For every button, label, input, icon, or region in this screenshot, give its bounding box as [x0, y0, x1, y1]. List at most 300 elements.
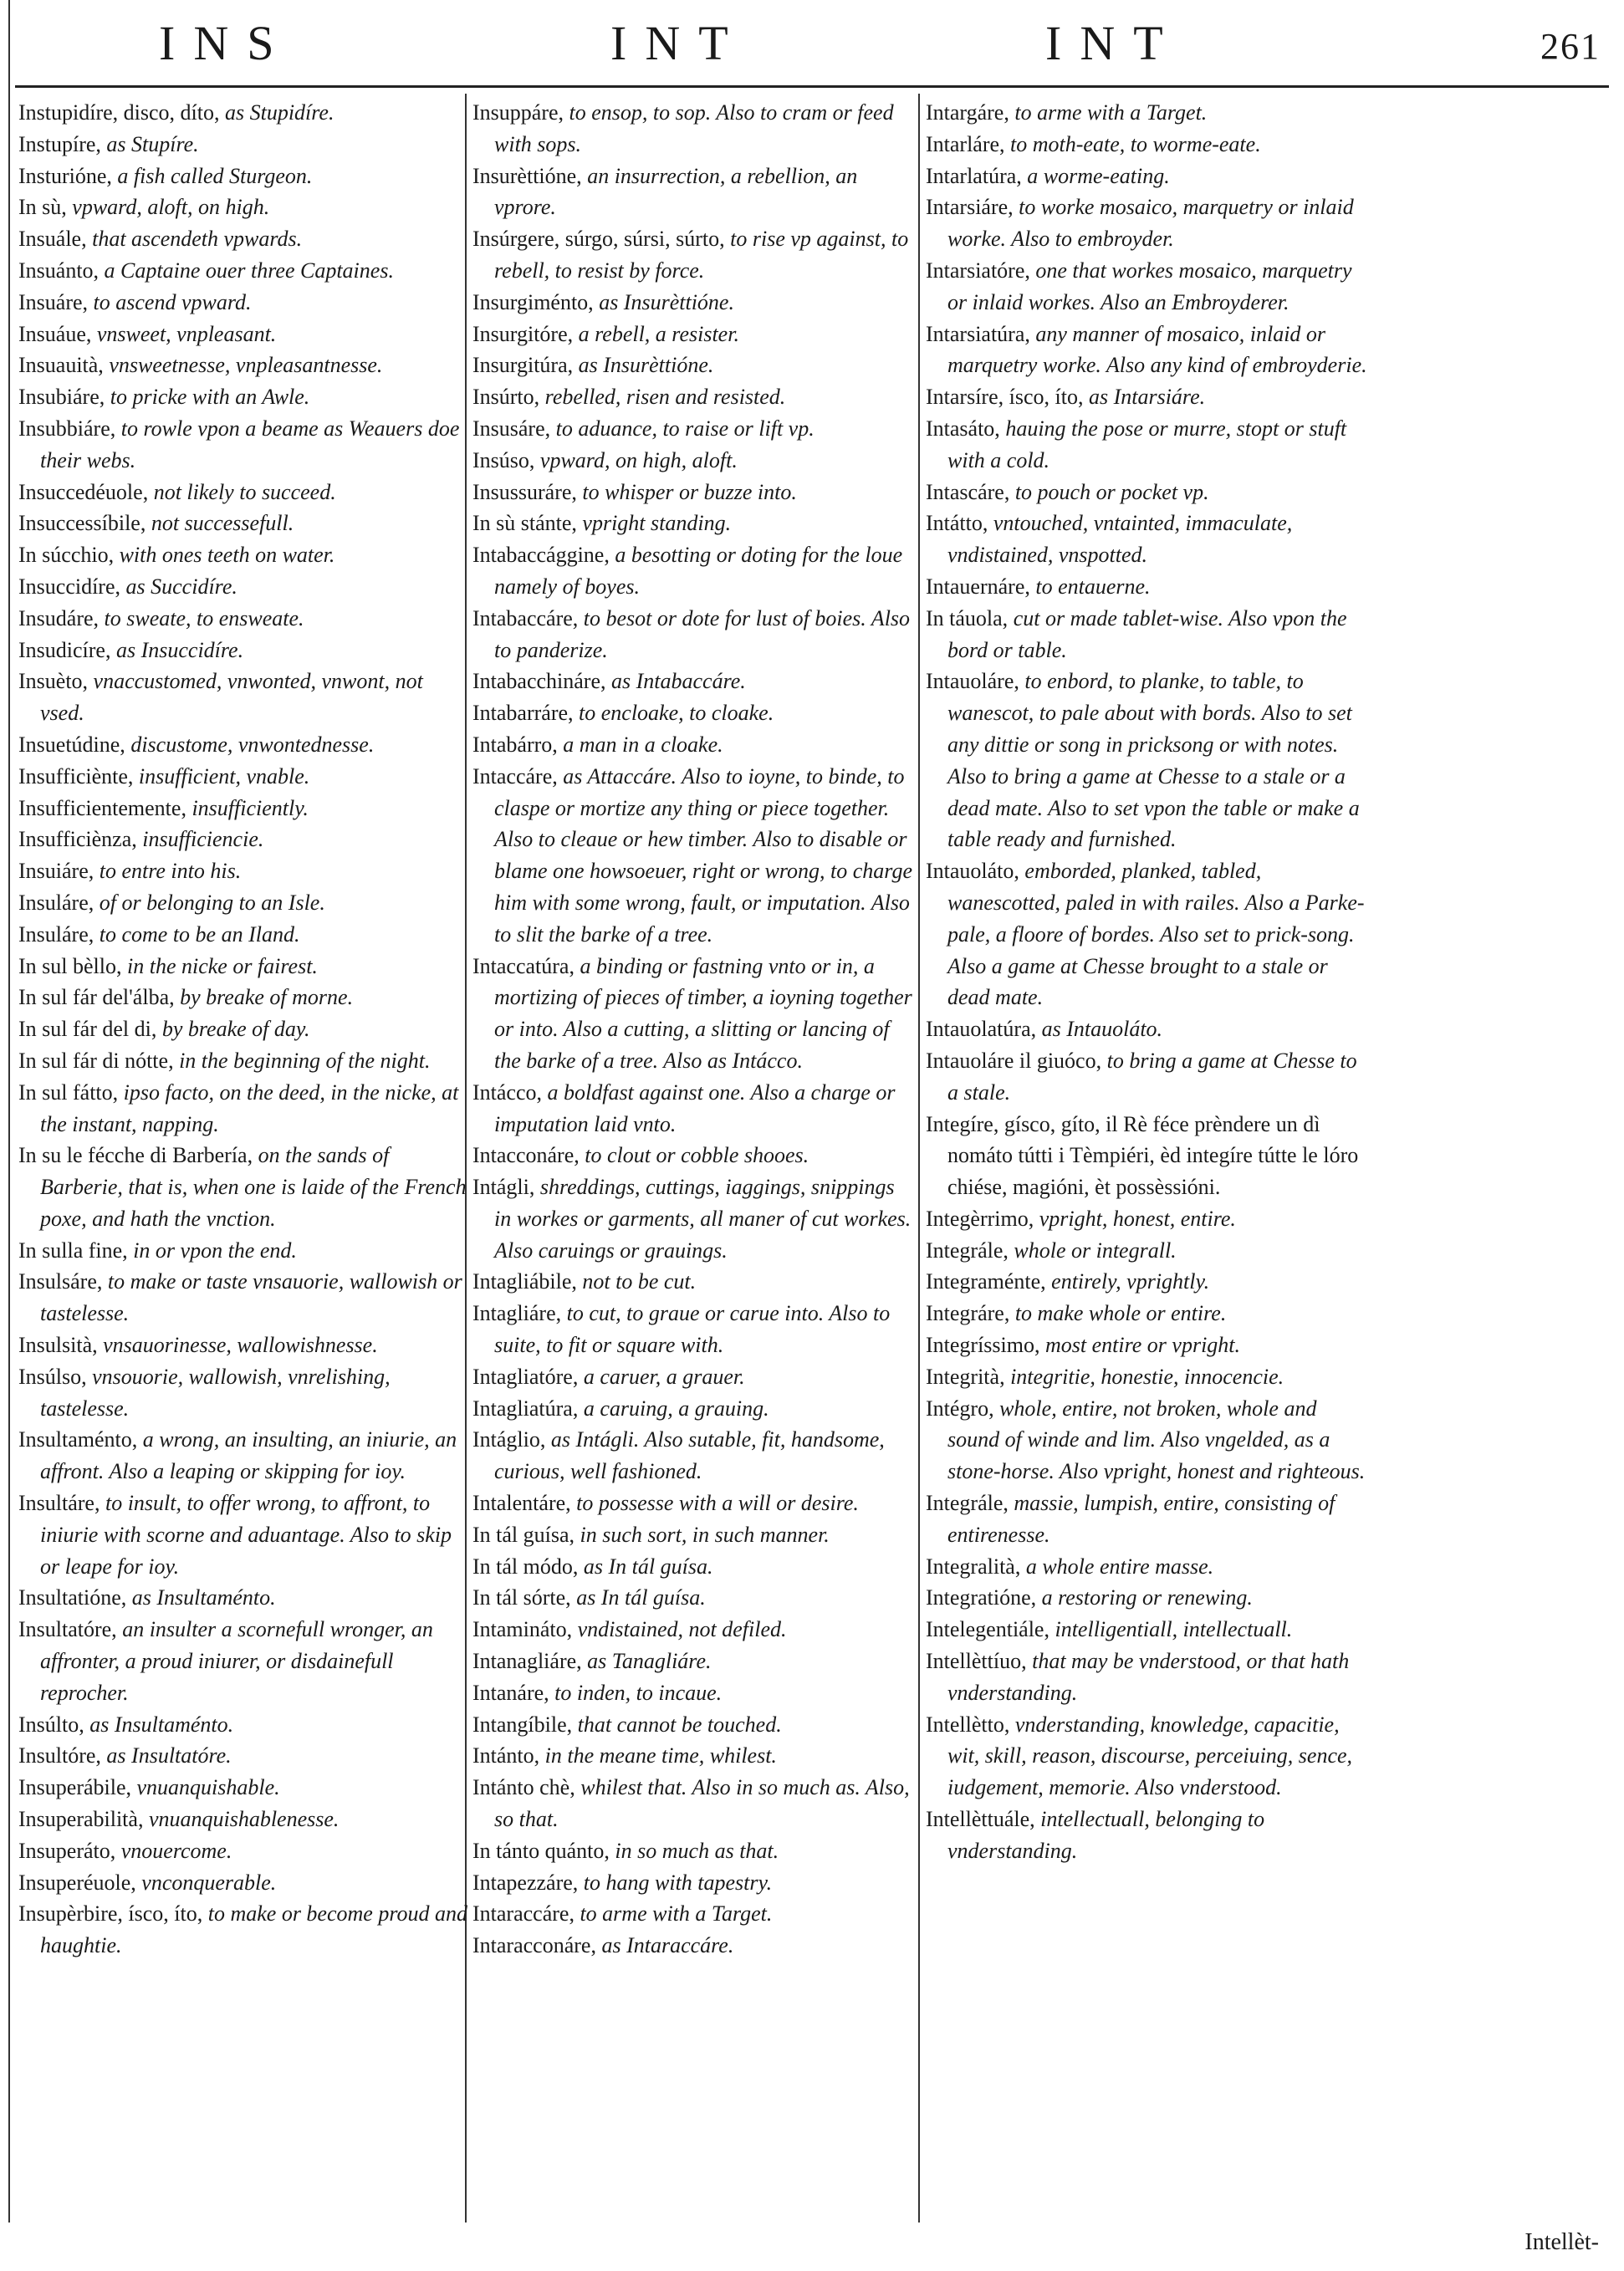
- entry-headword: Insubbiáre,: [18, 416, 116, 441]
- dictionary-entry: [18, 223, 470, 255]
- entry-definition: as Tanagliáre.: [587, 1649, 712, 1674]
- entry-headword: Intarláre,: [926, 131, 1005, 156]
- dictionary-entry: [18, 761, 470, 793]
- entry-definition: to moth-eate, to worme-eate.: [1010, 131, 1261, 156]
- entry-headword: Integríssimo,: [926, 1333, 1040, 1358]
- dictionary-entry: [472, 350, 916, 381]
- entry-definition: a rebell, a resister.: [578, 321, 739, 346]
- column-1: [18, 97, 470, 1962]
- dictionary-entry: [18, 824, 470, 855]
- entry-definition: vnuanquishablenesse.: [148, 1807, 340, 1832]
- entry-headword: Insúrto,: [472, 385, 540, 410]
- dictionary-entry: [926, 1266, 1373, 1298]
- dictionary-entry: [472, 1171, 916, 1266]
- dictionary-entry: [472, 539, 916, 603]
- entry-definition: to entauerne.: [1035, 574, 1151, 599]
- entry-headword: Intégro,: [926, 1396, 994, 1421]
- entry-definition: as Intabaccáre.: [611, 669, 746, 694]
- entry-headword: Insussuráre,: [472, 479, 577, 504]
- entry-headword: Intaccáre,: [472, 763, 558, 788]
- dictionary-entry: [18, 1266, 470, 1329]
- dictionary-entry: [926, 161, 1373, 192]
- entry-definition: any manner of mosaico, inlaid or marquetry worke. Also any kind of embroyderie.: [947, 321, 1367, 378]
- entry-definition: a worme-eating.: [1027, 163, 1170, 188]
- entry-definition: a whole entire masse.: [1025, 1554, 1214, 1579]
- entry-definition: to clout or cobble shooes.: [585, 1143, 809, 1168]
- entry-headword: Insurgiménto,: [472, 289, 594, 314]
- entry-definition: integritie, honestie, innocencie.: [1010, 1364, 1284, 1389]
- entry-definition: to pricke with an Awle.: [110, 385, 310, 410]
- dictionary-entry: [18, 1772, 470, 1804]
- dictionary-entry: [18, 635, 470, 666]
- dictionary-entry: [18, 350, 470, 381]
- entry-definition: as Insultaménto.: [89, 1712, 234, 1737]
- entry-definition: a man in a cloake.: [563, 732, 723, 757]
- entry-definition: of or belonging to an Isle.: [99, 890, 325, 915]
- entry-headword: Insudáre,: [18, 605, 100, 630]
- dictionary-entry: [472, 161, 916, 224]
- entry-definition: insufficiencie.: [142, 827, 264, 852]
- entry-definition: vpward, on high, aloft.: [539, 447, 738, 472]
- entry-definition: in the meane time, whilest.: [544, 1743, 777, 1768]
- entry-definition: vnconquerable.: [141, 1870, 277, 1895]
- entry-headword: Insuauità,: [18, 353, 104, 378]
- entry-headword: Insurgitóre,: [472, 321, 574, 346]
- dictionary-entry: [18, 1361, 470, 1425]
- dictionary-entry: [18, 1835, 470, 1867]
- dictionary-entry: [472, 1772, 916, 1835]
- entry-headword: Intauoláre il giuóco,: [926, 1048, 1102, 1073]
- entry-headword: Intauoláto,: [926, 859, 1019, 884]
- entry-headword: Intarlatúra,: [926, 163, 1022, 188]
- entry-definition: with ones teeth on water.: [119, 543, 335, 568]
- dictionary-entry: [18, 1488, 470, 1582]
- entry-definition: as Stupíre.: [106, 131, 199, 156]
- entry-definition: rebelled, risen and resisted.: [544, 385, 786, 410]
- entry-definition: hauing the pose or murre, stopt or stuft with a cold.: [947, 416, 1347, 472]
- entry-definition: massie, lumpish, entire, consisting of entirenesse.: [947, 1491, 1335, 1547]
- column-3: [926, 97, 1373, 1867]
- entry-definition: to insult, to offer wrong, to affront, to iniurie with scorne and aduantage. Also to skip or leape for ioy.: [40, 1491, 452, 1579]
- dictionary-entry: [18, 1898, 470, 1962]
- entry-definition: as Insurèttióne.: [599, 289, 734, 314]
- entry-definition: whole, entire, not broken, whole and sound of winde and lim. Also vngelded, as a stone-horse. Also vpright, honest and righteous.: [947, 1396, 1366, 1484]
- entry-headword: In tál guísa,: [472, 1522, 575, 1547]
- entry-headword: Insuetúdine,: [18, 732, 125, 757]
- entry-definition: not likely to succeed.: [153, 479, 336, 504]
- entry-definition: shreddings, cuttings, iaggings, snippings in workes or garments, all maner of cut workes. Also caruings or grauings.: [494, 1175, 912, 1263]
- entry-headword: Instupíre,: [18, 131, 101, 156]
- left-border-rule: [8, 0, 10, 2223]
- dictionary-entry: [472, 1488, 916, 1519]
- entry-headword: Insuccessíbile,: [18, 511, 146, 536]
- entry-definition: most entire or vpright.: [1045, 1333, 1241, 1358]
- entry-definition: a boldfast against one. Also a charge or imputation laid vnto.: [494, 1079, 896, 1136]
- dictionary-entry: [472, 1077, 916, 1141]
- entry-definition: to make whole or entire.: [1014, 1301, 1227, 1326]
- entry-headword: Insudicíre,: [18, 637, 111, 662]
- entry-definition: as Insuccidíre.: [115, 637, 244, 662]
- dictionary-entry: [18, 1013, 470, 1045]
- dictionary-entry: [472, 1740, 916, 1772]
- dictionary-entry: [18, 1582, 470, 1614]
- dictionary-entry: [926, 1551, 1373, 1583]
- entry-headword: In sul fár del di,: [18, 1017, 157, 1042]
- entry-definition: emborded, planked, tabled, wanescotted, paled in with railes. Also a Parke-pale, a floore of bordes. Also set to prick-song. Also a game at Chesse brought to a stale or dead mate.: [947, 859, 1365, 1010]
- entry-headword: Insuperéuole,: [18, 1870, 136, 1895]
- entry-definition: vnsouorie, wallowish, vnrelishing, tastelesse.: [40, 1364, 391, 1421]
- entry-definition: to pouch or pocket vp.: [1014, 479, 1209, 504]
- entry-definition: to ascend vpward.: [93, 289, 252, 314]
- entry-headword: In sul fátto,: [18, 1079, 119, 1105]
- entry-definition: vnuanquishable.: [136, 1775, 280, 1800]
- dictionary-entry: [926, 603, 1373, 666]
- dictionary-entry: [472, 287, 916, 319]
- entry-headword: Insultáre,: [18, 1491, 100, 1516]
- dictionary-entry: [472, 1898, 916, 1930]
- entry-headword: In sul fár del'álba,: [18, 985, 175, 1010]
- dictionary-entry: [18, 1709, 470, 1741]
- entry-headword: Intabarráre,: [472, 701, 574, 726]
- entry-headword: Insuiáre,: [18, 859, 94, 884]
- entry-definition: that ascendeth vpwards.: [92, 227, 303, 252]
- entry-headword: Insuánto,: [18, 258, 100, 283]
- entry-headword: Intaccatúra,: [472, 953, 575, 978]
- entry-headword: Intáglio,: [472, 1427, 546, 1452]
- entry-definition: insufficiently.: [192, 795, 309, 820]
- entry-definition: vnsauorinesse, wallowishnesse.: [103, 1333, 378, 1358]
- entry-definition: a besotting or doting for the loue namely of boyes.: [494, 543, 903, 599]
- entry-headword: Insufficiènza,: [18, 827, 137, 852]
- entry-definition: to encloake, to cloake.: [579, 701, 774, 726]
- dictionary-entry: [18, 381, 470, 413]
- entry-headword: Intágli,: [472, 1175, 535, 1200]
- entry-headword: Instupidíre, disco, díto,: [18, 100, 220, 125]
- running-head-right: INT: [1045, 16, 1182, 70]
- entry-headword: Insusáre,: [472, 416, 551, 441]
- entry-definition: as Intarsiáre.: [1088, 385, 1206, 410]
- column-2: [472, 97, 916, 1962]
- dictionary-entry: [18, 951, 470, 982]
- entry-definition: as Intauoláto.: [1041, 1017, 1163, 1042]
- entry-headword: Intátto,: [926, 511, 988, 536]
- dictionary-entry: [18, 477, 470, 508]
- entry-headword: Intánto,: [472, 1743, 540, 1768]
- entry-definition: in or vpon the end.: [133, 1238, 297, 1263]
- running-head-center: INT: [610, 16, 747, 70]
- entry-headword: Intaraccáre,: [472, 1901, 575, 1927]
- entry-definition: one that workes mosaico, marquetry or inlaid workes. Also an Embroyderer.: [947, 258, 1352, 314]
- dictionary-entry: [18, 1077, 470, 1141]
- entry-definition: to rise vp against, to rebell, to resist by force.: [494, 227, 909, 283]
- dictionary-entry: [926, 1393, 1373, 1488]
- entry-headword: Insuperábile,: [18, 1775, 132, 1800]
- dictionary-entry: [472, 1551, 916, 1583]
- entry-headword: Insuperáto,: [18, 1838, 116, 1863]
- entry-headword: Integèrrimo,: [926, 1206, 1034, 1231]
- dictionary-entry: [472, 1677, 916, 1709]
- dictionary-entry: [472, 603, 916, 666]
- entry-headword: Insúso,: [472, 447, 535, 472]
- entry-headword: Integráre,: [926, 1301, 1010, 1326]
- entry-headword: Insubiáre,: [18, 385, 105, 410]
- dictionary-entry: [472, 97, 916, 161]
- dictionary-entry: [18, 1045, 470, 1077]
- entry-headword: Integíre, gísco, gíto, il Rè féce prèndere un dì nomáto tútti i Tèmpiéri, èd integíre tútte le lóro chiése, magióni, èt possèssióni.: [926, 1111, 1359, 1200]
- entry-headword: Intácco,: [472, 1079, 543, 1105]
- entry-definition: as Insurèttióne.: [578, 353, 714, 378]
- dictionary-entry: [472, 1582, 916, 1614]
- entry-definition: vpward, aloft, on high.: [72, 195, 270, 220]
- entry-definition: entirely, vprightly.: [1051, 1269, 1210, 1294]
- entry-headword: Insufficientemente,: [18, 795, 186, 820]
- entry-definition: to make or become proud and haughtie.: [40, 1901, 467, 1958]
- entry-definition: to ensop, to sop. Also to cram or feed with sops.: [494, 100, 894, 156]
- dictionary-entry: [926, 666, 1373, 855]
- entry-definition: in such sort, in such manner.: [580, 1522, 830, 1547]
- dictionary-entry: [472, 1867, 916, 1899]
- entry-headword: Intellètto,: [926, 1712, 1010, 1737]
- dictionary-entry: [472, 1424, 916, 1488]
- entry-definition: intelligentiall, intellectuall.: [1055, 1617, 1293, 1642]
- dictionary-entry: [926, 1614, 1373, 1646]
- dictionary-entry: [926, 1488, 1373, 1551]
- entry-headword: In súcchio,: [18, 543, 115, 568]
- entry-headword: Intagliáre,: [472, 1301, 562, 1326]
- dictionary-entry: [18, 97, 470, 129]
- dictionary-entry: [926, 571, 1373, 603]
- dictionary-entry: [18, 413, 470, 477]
- dictionary-entry: [18, 1424, 470, 1488]
- entry-headword: Insultatóre,: [18, 1617, 117, 1642]
- dictionary-entry: [18, 1140, 470, 1234]
- dictionary-entry: [18, 666, 470, 729]
- dictionary-entry: [472, 413, 916, 445]
- dictionary-entry: [926, 255, 1373, 319]
- dictionary-entry: [926, 1646, 1373, 1709]
- entry-headword: Integraménte,: [926, 1269, 1046, 1294]
- entry-headword: In sù stánte,: [472, 511, 577, 536]
- running-head-left: INS: [159, 16, 293, 70]
- entry-definition: to whisper or buzze into.: [582, 479, 797, 504]
- entry-headword: Intalentáre,: [472, 1491, 571, 1516]
- entry-definition: to arme with a Target.: [1014, 100, 1208, 125]
- entry-headword: In táuola,: [926, 605, 1009, 630]
- dictionary-entry: [472, 508, 916, 539]
- dictionary-entry: [18, 1235, 470, 1267]
- entry-headword: In tál sórte,: [472, 1585, 571, 1610]
- dictionary-entry: [472, 477, 916, 508]
- entry-definition: in the beginning of the night.: [179, 1048, 431, 1073]
- entry-definition: an insurrection, a rebellion, an vprore.: [494, 163, 858, 220]
- entry-definition: vpright, honest, entire.: [1039, 1206, 1236, 1231]
- entry-headword: Insuppáre,: [472, 100, 564, 125]
- dictionary-entry: [472, 1298, 916, 1361]
- dictionary-entry: [18, 287, 470, 319]
- entry-definition: to possesse with a will or desire.: [576, 1491, 859, 1516]
- entry-headword: In tál módo,: [472, 1554, 579, 1579]
- entry-headword: Intabaccáre,: [472, 605, 579, 630]
- entry-headword: Insupèrbire, ísco, íto,: [18, 1901, 203, 1927]
- entry-headword: Intangíbile,: [472, 1712, 573, 1737]
- dictionary-entry: [18, 539, 470, 571]
- page-header: [0, 0, 1624, 99]
- dictionary-entry: [18, 603, 470, 635]
- header-rule: [15, 85, 1609, 88]
- entry-definition: to inden, to incaue.: [554, 1680, 723, 1705]
- entry-headword: Insuáue,: [18, 321, 92, 346]
- entry-definition: to entre into his.: [99, 859, 242, 884]
- dictionary-entry: [472, 1930, 916, 1962]
- entry-headword: Insturióne,: [18, 163, 112, 188]
- dictionary-entry: [926, 1582, 1373, 1614]
- entry-headword: Intánto chè,: [472, 1775, 575, 1800]
- entry-definition: vnouercome.: [120, 1838, 232, 1863]
- dictionary-entry: [18, 855, 470, 887]
- entry-definition: as In tál guísa.: [576, 1585, 706, 1610]
- dictionary-entry: [18, 919, 470, 951]
- entry-definition: whilest that. Also in so much as. Also, so that.: [494, 1775, 910, 1832]
- dictionary-entry: [18, 319, 470, 350]
- dictionary-entry: [926, 1361, 1373, 1393]
- dictionary-entry: [926, 1298, 1373, 1329]
- entry-definition: whole or integrall.: [1014, 1238, 1177, 1263]
- entry-headword: In su le fécche di Barbería,: [18, 1143, 253, 1168]
- entry-headword: Insurgitúra,: [472, 353, 574, 378]
- entry-headword: Intaracconáre,: [472, 1933, 596, 1958]
- entry-definition: that may be vnderstood, or that hath vnderstanding.: [947, 1649, 1350, 1705]
- dictionary-entry: [926, 1109, 1373, 1203]
- entry-definition: as Attaccáre. Also to ioyne, to binde, to claspe or mortize any thing or piece together. Also to cleaue or hew timber. Also to disable or blame one howsoeuer, right or wrong, to charge him with some wrong, fault, or imputation. Also to slit the barke of a tree.: [494, 763, 912, 947]
- entry-headword: Intauernáre,: [926, 574, 1030, 599]
- entry-headword: Insúlto,: [18, 1712, 84, 1737]
- entry-definition: in the nicke or fairest.: [127, 953, 318, 978]
- dictionary-entry: [472, 1361, 916, 1393]
- entry-headword: Intanáre,: [472, 1680, 549, 1705]
- entry-definition: as Intágli. Also sutable, fit, handsome, curious, well fashioned.: [494, 1427, 885, 1484]
- entry-definition: vnderstanding, knowledge, capacitie, wit, skill, reason, discourse, perceiuing, sence, iudgement, memorie. Also vnderstood.: [947, 1712, 1353, 1800]
- entry-headword: Insultóre,: [18, 1743, 101, 1768]
- entry-definition: by breake of day.: [161, 1017, 310, 1042]
- entry-headword: Intarsíre, ísco, íto,: [926, 385, 1084, 410]
- dictionary-entry: [472, 381, 916, 413]
- entry-definition: intellectuall, belonging to vnderstanding.: [947, 1807, 1265, 1863]
- entry-definition: as Stupidíre.: [224, 100, 335, 125]
- entry-definition: vnsweet, vnpleasant.: [96, 321, 277, 346]
- dictionary-entry: [926, 1013, 1373, 1045]
- dictionary-entry: [926, 319, 1373, 382]
- dictionary-entry: [472, 951, 916, 1077]
- entry-headword: Intagliatóre,: [472, 1364, 579, 1389]
- entry-definition: to aduance, to raise or lift vp.: [555, 416, 815, 441]
- entry-headword: In sulla fine,: [18, 1238, 128, 1263]
- dictionary-entry: [926, 1804, 1373, 1867]
- entry-headword: In sul bèllo,: [18, 953, 122, 978]
- entry-definition: a restoring or renewing.: [1041, 1585, 1253, 1610]
- entry-headword: In sul fár di nótte,: [18, 1048, 174, 1073]
- entry-headword: Intauoláre,: [926, 669, 1019, 694]
- entry-definition: a fish called Sturgeon.: [117, 163, 313, 188]
- dictionary-entry: [18, 571, 470, 603]
- dictionary-entry: [926, 508, 1373, 571]
- entry-definition: discustome, vnwontednesse.: [130, 732, 375, 757]
- dictionary-entry: [926, 191, 1373, 255]
- dictionary-entry: [18, 982, 470, 1013]
- entry-headword: Intellèttíuo,: [926, 1649, 1027, 1674]
- dictionary-entry: [18, 161, 470, 192]
- dictionary-entry: [18, 1614, 470, 1708]
- dictionary-entry: [472, 319, 916, 350]
- dictionary-entry: [926, 1203, 1373, 1235]
- entry-headword: Intamináto,: [472, 1617, 573, 1642]
- entry-headword: In tánto quánto,: [472, 1838, 610, 1863]
- entry-definition: to rowle vpon a beame as Weauers doe their webs.: [40, 416, 460, 472]
- dictionary-entry: [926, 1709, 1373, 1804]
- entry-headword: Insurèttióne,: [472, 163, 582, 188]
- entry-definition: on the sands of Barberie, that is, when one is laide of the French poxe, and hath the vnction.: [40, 1143, 467, 1231]
- entry-headword: Insultatióne,: [18, 1585, 127, 1610]
- entry-definition: vnaccustomed, vnwonted, vnwont, not vsed.: [40, 669, 423, 726]
- entry-definition: to arme with a Target.: [580, 1901, 773, 1927]
- dictionary-entry: [472, 761, 916, 951]
- dictionary-entry: [472, 666, 916, 697]
- entry-headword: In sù,: [18, 195, 67, 220]
- entry-headword: Integrále,: [926, 1238, 1009, 1263]
- entry-definition: a binding or fastning vnto or in, a mortizing of pieces of timber, a ioyning together or into. Also a cutting, a slitting or lancing of the barke of a tree. Also as Intácco.: [494, 953, 912, 1073]
- entry-headword: Insulsáre,: [18, 1269, 103, 1294]
- entry-headword: Intanagliáre,: [472, 1649, 582, 1674]
- dictionary-entry: [18, 887, 470, 919]
- dictionary-entry: [472, 1519, 916, 1551]
- entry-definition: cut or made tablet-wise. Also vpon the bord or table.: [947, 605, 1347, 662]
- catchword: Intellèt-: [1524, 2229, 1599, 2255]
- entry-definition: a caruer, a grauer.: [583, 1364, 745, 1389]
- entry-headword: Integralità,: [926, 1554, 1021, 1579]
- entry-headword: Insuccidíre,: [18, 574, 121, 599]
- dictionary-entry: [18, 255, 470, 287]
- entry-definition: to besot or dote for lust of boies. Also to panderize.: [494, 605, 911, 662]
- dictionary-entry: [18, 793, 470, 824]
- dictionary-entry: [18, 129, 470, 161]
- dictionary-entry: [926, 381, 1373, 413]
- entry-definition: to worke mosaico, marquetry or inlaid worke. Also to embroyder.: [947, 195, 1354, 252]
- entry-headword: Insuláre,: [18, 921, 94, 947]
- entry-definition: to hang with tapestry.: [583, 1870, 773, 1895]
- entry-headword: Integrità,: [926, 1364, 1005, 1389]
- entry-definition: to enbord, to planke, to table, to wanescot, to pale about with bords. Also to set any dittie or song in pricksong or with notes. Also to bring a game at Chesse to a stale or a dead mate. Also to set vpon the table or make a table ready and furnished.: [947, 669, 1360, 852]
- entry-definition: ipso facto, on the deed, in the nicke, at the instant, napping.: [40, 1079, 459, 1136]
- entry-headword: Insuèto,: [18, 669, 89, 694]
- dictionary-entry: [472, 1646, 916, 1677]
- entry-headword: Insuáre,: [18, 289, 89, 314]
- entry-headword: Insuccedéuole,: [18, 479, 149, 504]
- dictionary-entry: [472, 1835, 916, 1867]
- entry-headword: Insuláre,: [18, 890, 94, 915]
- entry-headword: Intagliábile,: [472, 1269, 577, 1294]
- entry-headword: Insúrgere, súrgo, súrsi, súrto,: [472, 227, 725, 252]
- dictionary-entry: [472, 1614, 916, 1646]
- entry-definition: to sweate, to ensweate.: [104, 605, 304, 630]
- entry-headword: Intargáre,: [926, 100, 1009, 125]
- dictionary-entry: [18, 1329, 470, 1361]
- entry-definition: to make or taste vnsauorie, wallowish or tastelesse.: [40, 1269, 462, 1326]
- dictionary-entry: [472, 1393, 916, 1425]
- dictionary-entry: [926, 1235, 1373, 1267]
- entry-headword: Insúlso,: [18, 1364, 87, 1389]
- column-rule-2: [918, 94, 920, 2223]
- dictionary-entry: [926, 855, 1373, 1013]
- entry-definition: a Captaine ouer three Captaines.: [104, 258, 394, 283]
